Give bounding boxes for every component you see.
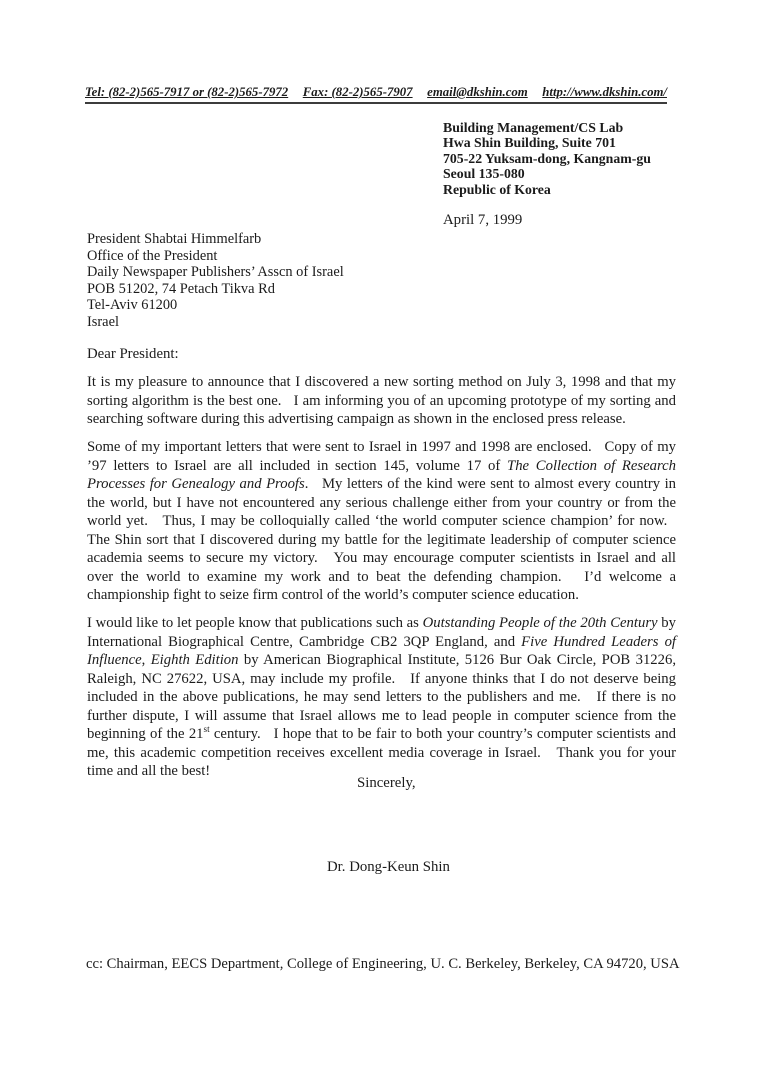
closing-salutation: Sincerely, [357,775,416,791]
recipient-address-line: Daily Newspaper Publishers’ Asscn of Israel [87,264,344,281]
website-text: http://www.dkshin.com/ [542,85,667,99]
telephone-text: Tel: (82-2)565-7917 or (82-2)565-7972 [85,85,289,99]
sender-address-line: Seoul 135-080 [443,166,525,182]
sender-address-line: 705-22 Yuksam-dong, Kangnam-gu [443,150,651,166]
email-text: email@dkshin.com [427,85,528,99]
signature-name: Dr. Dong-Keun Shin [327,859,450,875]
sender-address-line: Hwa Shin Building, Suite 701 [443,135,616,151]
letterhead-contact-bar [85,85,667,104]
recipient-address-line: Office of the President [87,247,218,264]
recipient-address-line: Israel [87,313,119,330]
cc-line: cc: Chairman, EECS Department, College of Engineering, U. C. Berkeley, Berkeley, CA 94720, USA [86,956,680,972]
body-paragraph-3: I would like to let people know that publications such as Outstanding People of the 20th Century by International Biographical Centre, Cambridge CB2 3QP England, and Five Hundred Leaders of Influence, Eighth Edition by American Biographical Institute, 5126 Bur Oak Circle, POB 31226, Raleigh, NC 27622, USA, may include my profile. If anyone thinks that I do not deserve being included in the above publications, he may send letters to the publishers and me. If there is no further dispute, I will assume that Israel allows me to lead people in computer science from the beginning of the 21st century. I hope that to be fair to both your country’s computer scientists and me, this academic competition receives excellent media coverage in Israel. Thank you for your time and all the best! [87,615,677,779]
fax-text: Fax: (82-2)565-7907 [302,85,413,99]
body-paragraph-2: Some of my important letters that were sent to Israel in 1997 and 1998 are enclosed. Copy of my ’97 letters to Israel are all included in section 145, volume 17 of The Collection of Research Processes for Genealogy and Proofs. My letters of the kind were sent to almost every country in the world, but I have not encountered any serious challenge either from your country or from the world yet. Thus, I may be colloquially called ‘the world computer science champion’ for now. The Shin sort that I discovered during my battle for the legitimate leadership of computer science academia seems to secure my victory. You may encourage computer scientists in Israel and all over the world to examine my work and to beat the defending champion. I’d welcome a championship fight to seize firm control of the world’s computer science education. [87,439,677,603]
recipient-address-line: Tel-Aviv 61200 [87,297,178,314]
body-paragraph-1: It is my pleasure to announce that I discovered a new sorting method on July 3, 1998 and that my sorting algorithm is the best one. I am informing you of an upcoming prototype of my sorting and searching software during this advertising campaign as shown in the enclosed press release. [87,374,676,427]
recipient-address [87,231,344,331]
recipient-address-line: POB 51202, 74 Petach Tikva Rd [87,280,275,297]
letter-date: April 7, 1999 [443,212,523,228]
salutation: Dear President: [87,346,179,362]
sender-address-line: Republic of Korea [443,181,551,197]
sender-address-line: Building Management/CS Lab [443,120,624,135]
letter-body [87,373,676,790]
sender-address [443,120,651,197]
recipient-address-line: President Shabtai Himmelfarb [87,231,262,247]
